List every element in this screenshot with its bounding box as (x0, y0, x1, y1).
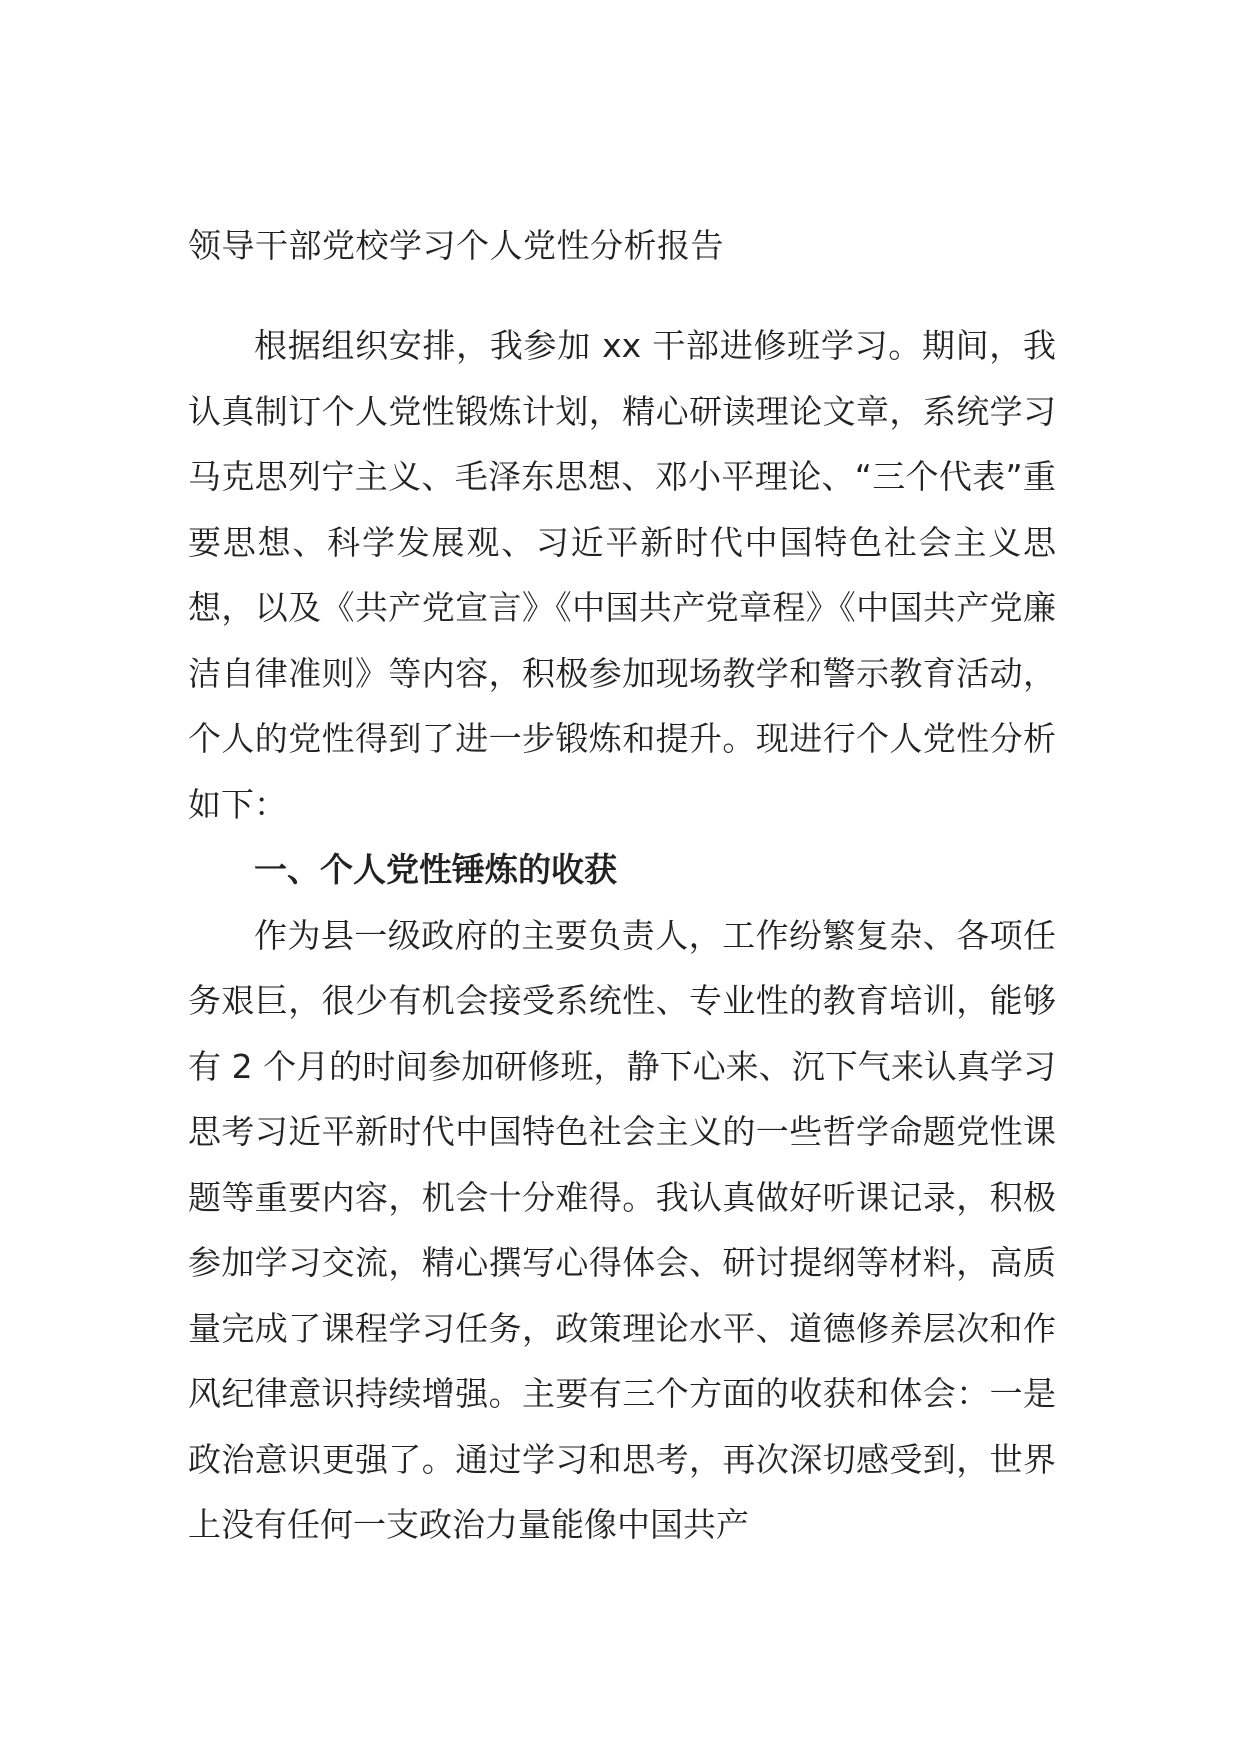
document-body (188, 313, 1056, 1558)
section-paragraph: 作为县一级政府的主要负责人，工作纷繁复杂、各项任务艰巨，很少有机会接受系统性、专业性的教育培训，能够有 2 个月的时间参加研修班，静下心来、沉下气来认真学习思考习近平新时代中国特色社会主义的一些哲学命题党性课题等重要内容，机会十分难得。我认真做好听课记录，积极参加学习交流，精心撰写心得体会、研讨提纲等材料，高质量完成了课程学习任务，政策理论水平、道德修养层次和作风纪律意识持续增强。主要有三个方面的收获和体会：一是政治意识更强了。通过学习和思考，再次深切感受到，世界上没有任何一支政治力量能像中国共产 (188, 915, 1056, 1544)
intro-paragraph: 根据组织安排，我参加 xx 干部进修班学习。期间，我认真制订个人党性锻炼计划，精心研读理论文章，系统学习马克思列宁主义、毛泽东思想、邓小平理论、“三个代表”重要思想、科学发展观、习近平新时代中国特色社会主义思想，以及《共产党宣言》《中国共产党章程》《中国共产党廉洁自律准则》等内容，积极参加现场教学和警示教育活动，个人的党性得到了进一步锻炼和提升。现进行个人党性分析如下： (188, 326, 1056, 824)
section-heading: 一、个人党性锤炼的收获 (254, 850, 617, 889)
document-title: 领导干部党校学习个人党性分析报告 (188, 226, 724, 265)
document-page (188, 0, 1056, 1754)
